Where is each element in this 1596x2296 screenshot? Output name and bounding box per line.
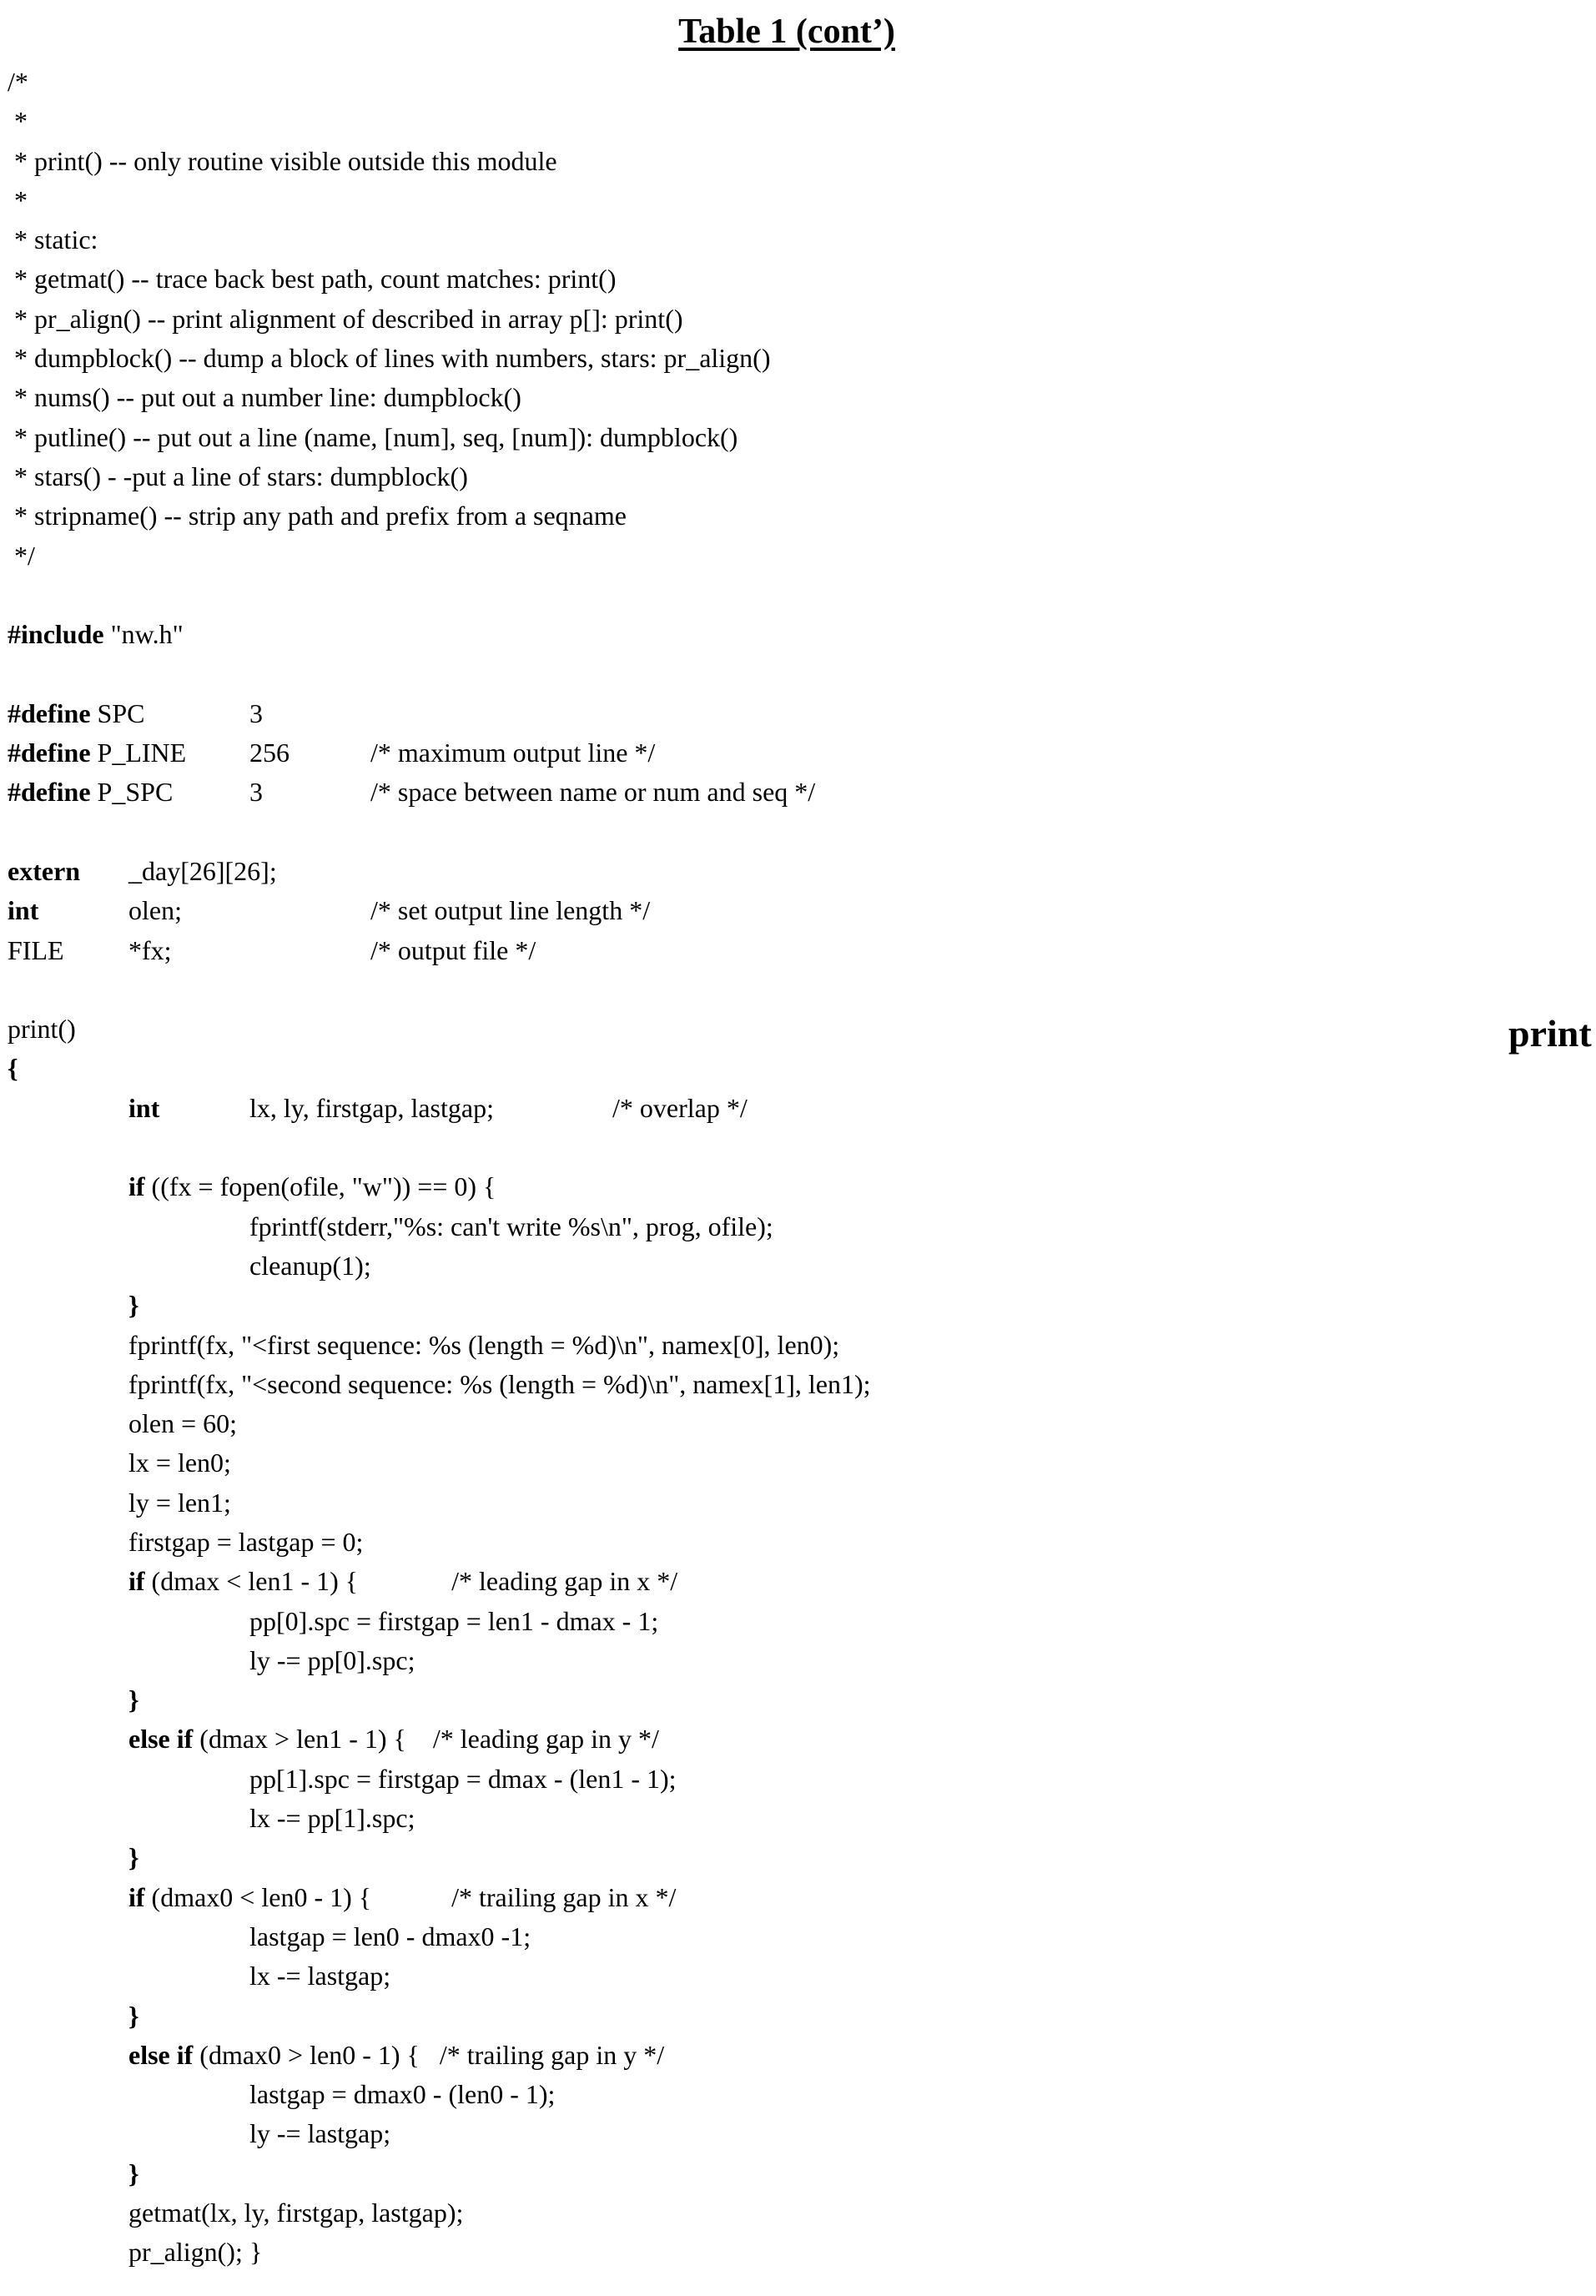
- code-keyword: extern: [8, 856, 80, 886]
- code-text: ly -= lastgap;: [8, 2118, 390, 2148]
- code-line: [8, 1996, 871, 2036]
- code-keyword: }: [128, 1290, 139, 1320]
- code-keyword: #define: [8, 738, 91, 768]
- code-text: pp[1].spc = firstgap = dmax - (len1 - 1);: [8, 1764, 677, 1794]
- code-text: ly -= pp[0].spc;: [8, 1645, 415, 1675]
- code-text: ((fx = fopen(ofile, "w")) == 0) {: [145, 1171, 496, 1201]
- code-text: *: [8, 185, 28, 215]
- code-text: lx = len0;: [8, 1448, 231, 1478]
- code-line: [8, 615, 871, 654]
- code-text: * nums() -- put out a number line: dumpblock(): [8, 382, 521, 412]
- code-keyword: else if: [128, 1724, 193, 1754]
- margin-label: print: [1508, 1011, 1592, 1055]
- page-title: Table 1 (cont’): [0, 12, 1573, 52]
- code-keyword: if: [128, 1171, 145, 1201]
- code-line: [8, 259, 871, 299]
- code-keyword: #define: [8, 777, 91, 807]
- code-line: [8, 378, 871, 417]
- code-line: [8, 1760, 871, 1799]
- code-line: [8, 1956, 871, 1996]
- code-line: [8, 1089, 871, 1128]
- code-keyword: if: [128, 1566, 145, 1596]
- code-keyword: int: [128, 1093, 159, 1123]
- code-line: [8, 1128, 871, 1167]
- code-line: [8, 418, 871, 457]
- code-text: olen = 60;: [8, 1408, 237, 1438]
- code-text: getmat(lx, ly, firstgap, lastgap);: [8, 2198, 463, 2228]
- code-text: FILE *fx; /* output file */: [8, 935, 536, 965]
- code-line: [8, 1049, 871, 1088]
- code-line: [8, 1562, 871, 1601]
- code-text: /*: [8, 67, 28, 97]
- code-line: [8, 1365, 871, 1404]
- code-keyword: #define: [8, 698, 91, 728]
- code-keyword: int: [8, 895, 38, 925]
- code-text: ly = len1;: [8, 1488, 231, 1518]
- code-line: [8, 1523, 871, 1562]
- code-line: [8, 576, 871, 615]
- code-keyword: }: [128, 2001, 139, 2031]
- code-line: [8, 1326, 871, 1365]
- code-text: lx -= pp[1].spc;: [8, 1803, 415, 1833]
- code-line: [8, 931, 871, 970]
- code-text: (dmax > len1 - 1) { /* leading gap in y */: [193, 1724, 659, 1754]
- code-line: [8, 1286, 871, 1325]
- code-line: [8, 2193, 871, 2233]
- code-line: [8, 496, 871, 536]
- code-line: [8, 694, 871, 733]
- code-text: * dumpblock() -- dump a block of lines with numbers, stars: pr_align(): [8, 343, 770, 373]
- code-text: (dmax < len1 - 1) { /* leading gap in x */: [145, 1566, 678, 1596]
- code-line: [8, 1404, 871, 1443]
- code-line: [8, 1719, 871, 1759]
- code-line: [8, 1680, 871, 1719]
- code-text: * putline() -- put out a line (name, [num], seq, [num]): dumpblock(): [8, 422, 738, 452]
- code-line: [8, 2233, 871, 2272]
- code-text: * print() -- only routine visible outside this module: [8, 146, 557, 176]
- code-text: lx, ly, firstgap, lastgap; /* overlap */: [159, 1093, 747, 1123]
- code-line: [8, 1917, 871, 1956]
- code-text: * getmat() -- trace back best path, count matches: print(): [8, 264, 616, 294]
- code-text: */: [8, 541, 35, 571]
- code-line: [8, 1207, 871, 1246]
- code-text: P_SPC 3 /* space between name or num and seq */: [91, 777, 816, 807]
- code-line: [8, 773, 871, 812]
- code-keyword: }: [128, 1842, 139, 1872]
- code-line: [8, 1167, 871, 1206]
- code-line: [8, 1602, 871, 1641]
- code-text: lastgap = dmax0 - (len0 - 1);: [8, 2079, 555, 2109]
- code-line: [8, 2154, 871, 2193]
- code-text: _day[26][26];: [80, 856, 277, 886]
- code-line: [8, 813, 871, 852]
- code-line: [8, 1878, 871, 1917]
- code-line: [8, 1838, 871, 1877]
- code-keyword: #include: [8, 619, 104, 649]
- code-keyword: else if: [128, 2040, 193, 2070]
- code-line: [8, 1443, 871, 1483]
- code-line: [8, 970, 871, 1010]
- code-text: SPC 3: [91, 698, 263, 728]
- code-text: firstgap = lastgap = 0;: [8, 1527, 363, 1557]
- code-line: [8, 181, 871, 220]
- code-text: (dmax0 > len0 - 1) { /* trailing gap in y */: [193, 2040, 664, 2070]
- code-text: (dmax0 < len0 - 1) { /* trailing gap in x */: [145, 1882, 677, 1912]
- code-line: [8, 142, 871, 181]
- code-line: [8, 1010, 871, 1049]
- code-text: fprintf(stderr,"%s: can't write %s\n", prog, ofile);: [8, 1211, 773, 1241]
- code-text: * stars() - -put a line of stars: dumpblock(): [8, 461, 468, 491]
- code-text: * static:: [8, 224, 98, 254]
- code-text: P_LINE 256 /* maximum output line */: [91, 738, 656, 768]
- code-line: [8, 102, 871, 141]
- code-text: "nw.h": [104, 619, 184, 649]
- code-line: [8, 300, 871, 339]
- code-line: [8, 2075, 871, 2114]
- code-text: lastgap = len0 - dmax0 -1;: [8, 1921, 531, 1951]
- code-listing: [8, 63, 871, 2273]
- code-text: * pr_align() -- print alignment of described in array p[]: print(): [8, 304, 683, 334]
- code-line: [8, 2114, 871, 2153]
- code-keyword: {: [8, 1053, 18, 1083]
- code-keyword: if: [128, 1882, 145, 1912]
- code-line: [8, 1799, 871, 1838]
- code-line: [8, 1246, 871, 1286]
- code-text: cleanup(1);: [8, 1251, 371, 1281]
- code-line: [8, 891, 871, 930]
- code-text: * stripname() -- strip any path and prefix from a seqname: [8, 501, 627, 531]
- code-text: lx -= lastgap;: [8, 1961, 390, 1991]
- code-text: fprintf(fx, "<first sequence: %s (length = %d)\n", namex[0], len0);: [8, 1330, 839, 1360]
- code-keyword: }: [128, 2158, 139, 2188]
- code-line: [8, 852, 871, 891]
- code-line: [8, 654, 871, 693]
- code-line: [8, 536, 871, 576]
- code-line: [8, 220, 871, 259]
- code-text: fprintf(fx, "<second sequence: %s (length = %d)\n", namex[1], len1);: [8, 1369, 871, 1399]
- code-line: [8, 339, 871, 378]
- code-text: print(): [8, 1014, 76, 1044]
- code-text: *: [8, 106, 28, 136]
- code-text: olen; /* set output line length */: [38, 895, 650, 925]
- code-line: [8, 733, 871, 773]
- code-text: pr_align(); }: [8, 2237, 262, 2267]
- code-text: pp[0].spc = firstgap = len1 - dmax - 1;: [8, 1606, 658, 1636]
- code-keyword: }: [128, 1684, 139, 1714]
- code-line: [8, 63, 871, 102]
- code-line: [8, 1483, 871, 1523]
- code-line: [8, 2036, 871, 2075]
- code-line: [8, 457, 871, 496]
- code-line: [8, 1641, 871, 1680]
